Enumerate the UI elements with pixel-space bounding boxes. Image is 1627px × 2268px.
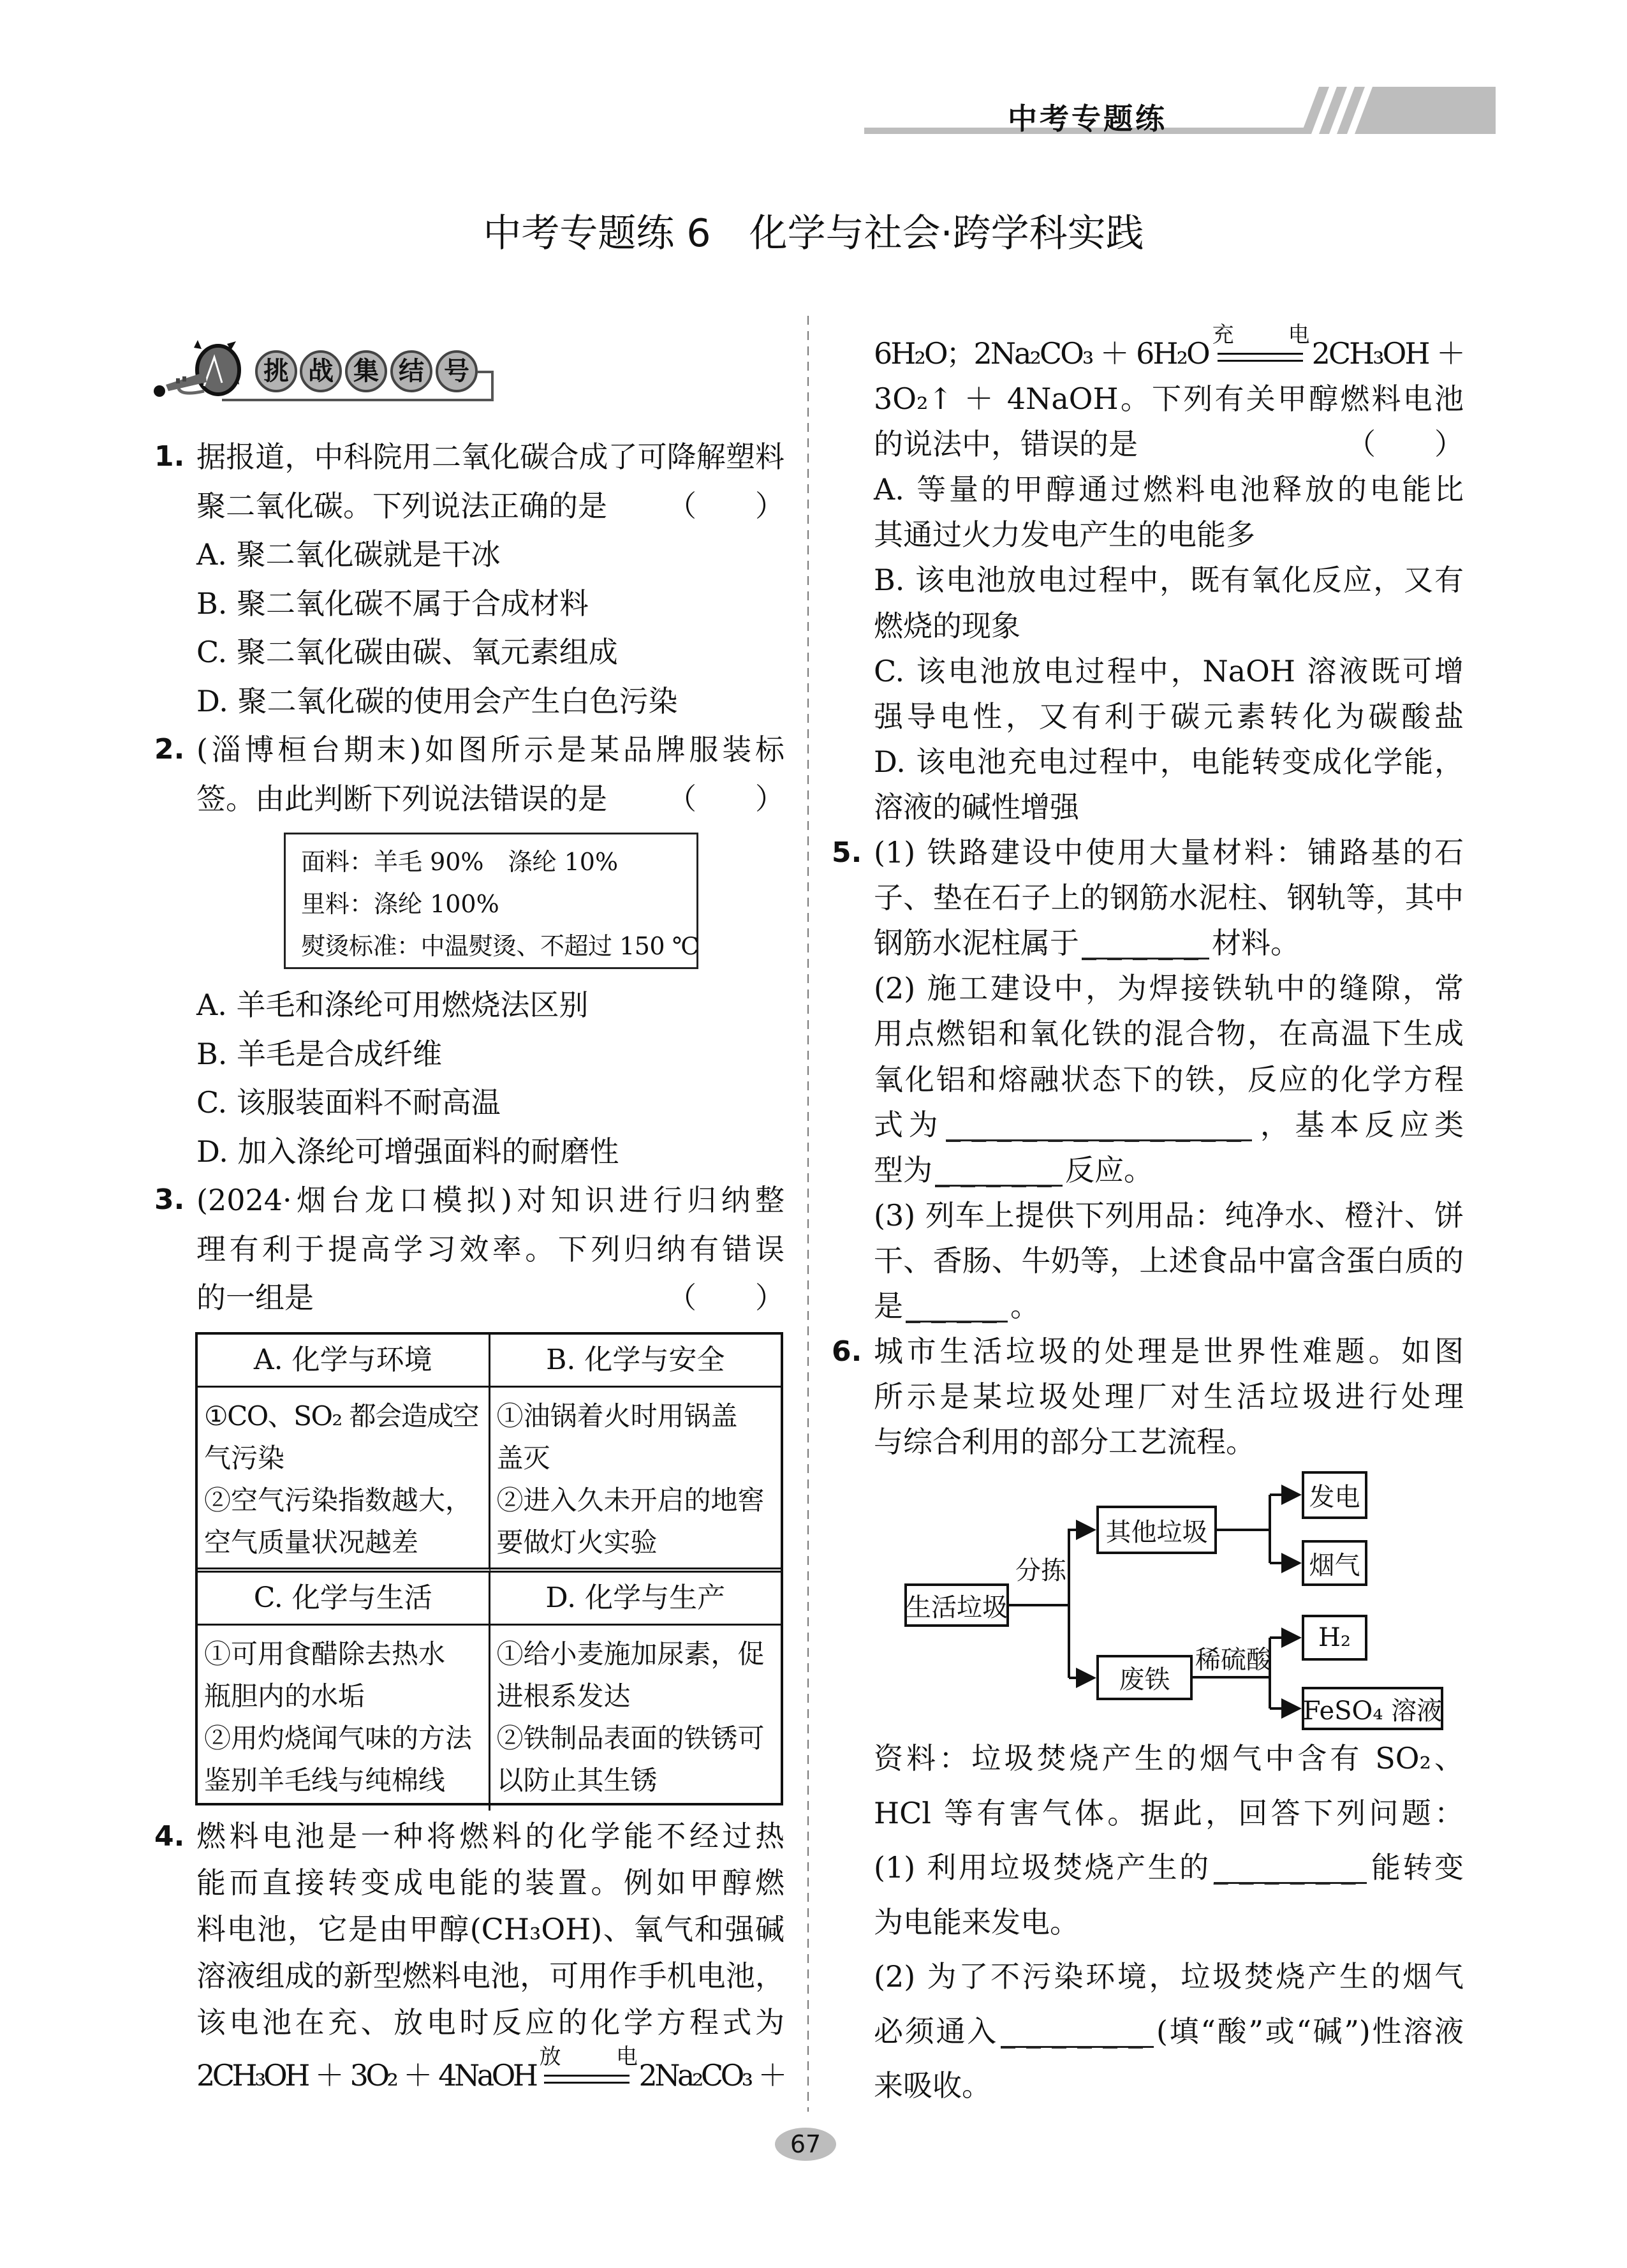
line-text: 钢筋水泥柱属于 bbox=[874, 926, 1079, 961]
line-text: 来吸收。 bbox=[874, 2068, 991, 2103]
line-content bbox=[874, 2068, 991, 2103]
text-line bbox=[874, 1841, 1464, 1895]
line-text: 理有利于提高学习效率。下列归纳有错误 bbox=[196, 1231, 784, 1266]
line-text: (3) 列车上提供下列用品：纯净水、橙汁、饼 bbox=[874, 1197, 1464, 1233]
cell-line: ②进入久未开启的地窖 bbox=[496, 1485, 765, 1516]
answer-blank[interactable]: _____ bbox=[935, 1152, 1063, 1187]
line-content bbox=[874, 1959, 1464, 1994]
cell-line: 盖灭 bbox=[496, 1442, 550, 1474]
question-number: 5. bbox=[832, 836, 862, 870]
flow-box-scrap-iron: 废铁 bbox=[1096, 1655, 1193, 1700]
line-text: 必须通入 bbox=[874, 2013, 998, 2049]
question-number: 6. bbox=[832, 1335, 862, 1368]
question-number: 4. bbox=[154, 1820, 185, 1853]
line-text: 溶液组成的新型燃料电池，可用作手机电池， bbox=[196, 1959, 784, 1993]
line-text: 用点燃铝和氧化铁的混合物，在高温下生成 bbox=[874, 1016, 1464, 1051]
answer-parentheses[interactable]: （ ） bbox=[1346, 427, 1464, 462]
line-text: A. 等量的甲醇通过燃料电池释放的电能比 bbox=[874, 472, 1464, 507]
cell-line: 鉴别羊毛线与纯棉线 bbox=[204, 1765, 446, 1796]
line-text: 料电池，它是由甲醇(CH₃OH)、氧气和强碱 bbox=[196, 1912, 784, 1946]
question-number: 3. bbox=[154, 1183, 185, 1216]
line-text: A. 聚二氧化碳就是干冰 bbox=[196, 537, 501, 572]
equation-rhs: 2Na₂CO₃ ＋ bbox=[638, 2058, 784, 2093]
flow-label-sorting: 分拣 bbox=[1015, 1556, 1066, 1585]
line-text: 与综合利用的部分工艺流程。 bbox=[874, 1425, 1255, 1460]
line-content bbox=[874, 1850, 1464, 1885]
cell-line: 要做灯火实验 bbox=[496, 1527, 658, 1558]
line-content bbox=[874, 1741, 1464, 1775]
line-text: 据报道，中科院用二氧化碳合成了可降解塑料 bbox=[196, 440, 784, 474]
line-text: 干、香肠、牛奶等，上述食品中富含蛋白质的 bbox=[874, 1243, 1464, 1278]
flow-box-hydrogen: H₂ bbox=[1302, 1615, 1367, 1661]
text-line bbox=[874, 1731, 1464, 1786]
reaction-condition: 充电 bbox=[1212, 322, 1308, 348]
label-line: 面料：羊毛 90% 涤纶 10% bbox=[301, 848, 619, 876]
line-text: (2) 施工建设中，为焊接铁轨中的缝隙，常 bbox=[874, 971, 1464, 1006]
reaction-condition: 放电 bbox=[539, 2044, 635, 2070]
label-line: 里料：涤纶 100% bbox=[301, 890, 499, 918]
cell-line: ①可用食醋除去热水 bbox=[204, 1638, 446, 1670]
question-number: 1. bbox=[154, 440, 185, 473]
line-text: 城市生活垃圾的处理是世界性难题。如图 bbox=[874, 1334, 1464, 1369]
line-text: B. 该电池放电过程中，既有氧化反应，又有 bbox=[874, 563, 1464, 598]
answer-blank[interactable]: ____ bbox=[906, 1288, 1008, 1323]
line-text: 燃料电池是一种将燃料的化学能不经过热 bbox=[196, 1819, 784, 1853]
line-text: 型为 bbox=[874, 1152, 932, 1187]
line-text: 式为 bbox=[874, 1107, 944, 1142]
line-text: (2024·烟台龙口模拟)对知识进行归纳整 bbox=[196, 1183, 784, 1217]
line-text: 其通过火力发电产生的电能多 bbox=[874, 517, 1255, 552]
line-text: 材料。 bbox=[1212, 926, 1300, 961]
cell-line: ①给小麦施加尿素，促 bbox=[496, 1638, 765, 1670]
line-content bbox=[874, 2014, 1464, 2049]
line-text: 是 bbox=[874, 1288, 903, 1323]
line-content bbox=[874, 1905, 1079, 1939]
equation-rhs: 2CH₃OH ＋ bbox=[1311, 336, 1464, 371]
cell-line: 瓶胆内的水垢 bbox=[204, 1680, 365, 1712]
line-text: 燃烧的现象 bbox=[874, 608, 1020, 643]
equation-lhs: 2CH₃OH ＋ 3O₂ ＋ 4NaOH bbox=[196, 2058, 536, 2093]
text-line bbox=[874, 1950, 1464, 2005]
table-header: A. 化学与环境 bbox=[198, 1335, 490, 1388]
answer-parentheses[interactable]: （ ） bbox=[667, 1280, 784, 1315]
banner-char: 号 bbox=[436, 350, 478, 392]
answer-blank[interactable]: ______ bbox=[1213, 1850, 1367, 1885]
line-text: 反应。 bbox=[1065, 1152, 1153, 1187]
question-number: 2. bbox=[154, 733, 185, 766]
line-content bbox=[874, 1796, 1464, 1830]
cell-line: 空气质量状况越差 bbox=[204, 1527, 419, 1558]
cell-line: 进根系发达 bbox=[496, 1680, 631, 1712]
line-text: (2) 为了不污染环境，垃圾焚烧产生的烟气 bbox=[874, 1959, 1464, 1994]
cell-line: ①油锅着火时用锅盖 bbox=[496, 1400, 738, 1432]
cell-line: ②空气污染指数越大， bbox=[204, 1485, 473, 1516]
line-text: B. 聚二氧化碳不属于合成材料 bbox=[196, 586, 589, 621]
line-text: 溶液的碱性增强 bbox=[874, 789, 1079, 824]
banner-char: 战 bbox=[300, 350, 342, 392]
line-text: HCl 等有害气体。据此，回答下列问题： bbox=[874, 1795, 1464, 1830]
answer-blank[interactable]: _____ bbox=[1082, 926, 1209, 961]
line-text: 强导电性，又有利于碳元素转化为碳酸盐 bbox=[874, 699, 1464, 734]
flow-box-other-waste: 其他垃圾 bbox=[1096, 1506, 1217, 1554]
banner-char: 结 bbox=[390, 350, 432, 392]
flow-label-dilute-sulfuric-acid: 稀硫酸 bbox=[1195, 1645, 1272, 1675]
line-text: C. 聚二氧化碳由碳、氧元素组成 bbox=[196, 635, 618, 669]
line-text: D. 加入涤纶可增强面料的耐磨性 bbox=[196, 1134, 619, 1169]
line-text: C. 该服装面料不耐高温 bbox=[196, 1085, 501, 1120]
answer-blank[interactable]: ______ bbox=[1000, 2013, 1154, 2049]
page-number: 67 bbox=[775, 2128, 836, 2161]
line-text: 所示是某垃圾处理厂对生活垃圾进行处理 bbox=[874, 1379, 1464, 1414]
line-text: (1) 利用垃圾焚烧产生的 bbox=[874, 1850, 1211, 1885]
line-text: 资料：垃圾焚烧产生的烟气中含有 SO₂、 bbox=[874, 1741, 1464, 1775]
equation-lhs: 6H₂O；2Na₂CO₃ ＋ 6H₂O bbox=[874, 336, 1209, 371]
line-text: 能而直接转变成电能的装置。例如甲醇燃 bbox=[196, 1865, 784, 1900]
answer-blank[interactable]: ____________ bbox=[946, 1107, 1253, 1142]
line-text: 。 bbox=[1010, 1288, 1040, 1323]
text-line bbox=[874, 1786, 1464, 1841]
banner-char: 集 bbox=[345, 350, 387, 392]
question-6-subquestions bbox=[874, 1731, 1464, 2114]
line-text: 的说法中，错误的是 bbox=[874, 427, 1138, 462]
section-header: 中考专题练 bbox=[1008, 101, 1167, 136]
line-text: 聚二氧化碳。下列说法正确的是 bbox=[196, 488, 607, 523]
line-text: A. 羊毛和涤纶可用燃烧法区别 bbox=[196, 988, 589, 1022]
flow-box-feso4-solution: FeSO₄ 溶液 bbox=[1302, 1687, 1443, 1730]
line-text: 的一组是 bbox=[196, 1280, 314, 1315]
cell-line: ②铁制品表面的铁锈可 bbox=[496, 1723, 765, 1754]
cell-line: 气污染 bbox=[204, 1442, 285, 1474]
flow-box-power: 发电 bbox=[1302, 1471, 1367, 1519]
cell-line: 以防止其生锈 bbox=[496, 1765, 658, 1796]
cell-line: ①CO、SO₂ 都会造成空 bbox=[204, 1400, 479, 1432]
line-text: ，基本反应类 bbox=[1255, 1107, 1464, 1142]
text-line bbox=[874, 2059, 1464, 2114]
page-title: 中考专题练 6 化学与社会·跨学科实践 bbox=[483, 211, 1144, 256]
cell-line: ②用灼烧闻气味的方法 bbox=[204, 1723, 473, 1754]
line-text: C. 该电池放电过程中，NaOH 溶液既可增 bbox=[874, 653, 1464, 688]
line-text: D. 聚二氧化碳的使用会产生白色污染 bbox=[196, 683, 678, 718]
table-header: D. 化学与生产 bbox=[490, 1573, 781, 1626]
table-header: C. 化学与生活 bbox=[198, 1573, 490, 1626]
line-text: 签。由此判断下列说法错误的是 bbox=[196, 781, 607, 816]
line-text: (填“酸”或“碱”)性溶液 bbox=[1156, 2013, 1464, 2049]
answer-parentheses[interactable]: （ ） bbox=[667, 488, 784, 523]
line-text: B. 羊毛是合成纤维 bbox=[196, 1036, 443, 1071]
line-text: 氧化铝和熔融状态下的铁，反应的化学方程 bbox=[874, 1062, 1464, 1097]
text-line bbox=[874, 2005, 1464, 2059]
flow-box-flue-gas: 烟气 bbox=[1302, 1540, 1367, 1586]
line-text: 子、垫在石子上的钢筋水泥柱、钢轨等，其中 bbox=[874, 880, 1464, 915]
line-text: (1) 铁路建设中使用大量材料：铺路基的石 bbox=[874, 835, 1464, 870]
table-header: B. 化学与安全 bbox=[490, 1335, 781, 1388]
flow-box-household-waste: 生活垃圾 bbox=[904, 1583, 1009, 1627]
line-text: (淄博桓台期末)如图所示是某品牌服装标 bbox=[196, 732, 784, 767]
banner-char: 挑 bbox=[255, 350, 297, 392]
text-line bbox=[874, 1895, 1464, 1950]
line-text: 为电能来发电。 bbox=[874, 1904, 1079, 1939]
line-text: 3O₂↑ ＋ 4NaOH。下列有关甲醇燃料电池 bbox=[874, 382, 1464, 417]
answer-parentheses[interactable]: （ ） bbox=[667, 781, 784, 816]
line-text: 能转变 bbox=[1369, 1850, 1464, 1885]
label-line: 熨烫标准：中温熨烫、不超过 150 ℃ bbox=[301, 932, 699, 960]
line-text: 该电池在充、放电时反应的化学方程式为 bbox=[196, 2005, 784, 2040]
line-text: D. 该电池充电过程中，电能转变成化学能， bbox=[874, 744, 1464, 779]
